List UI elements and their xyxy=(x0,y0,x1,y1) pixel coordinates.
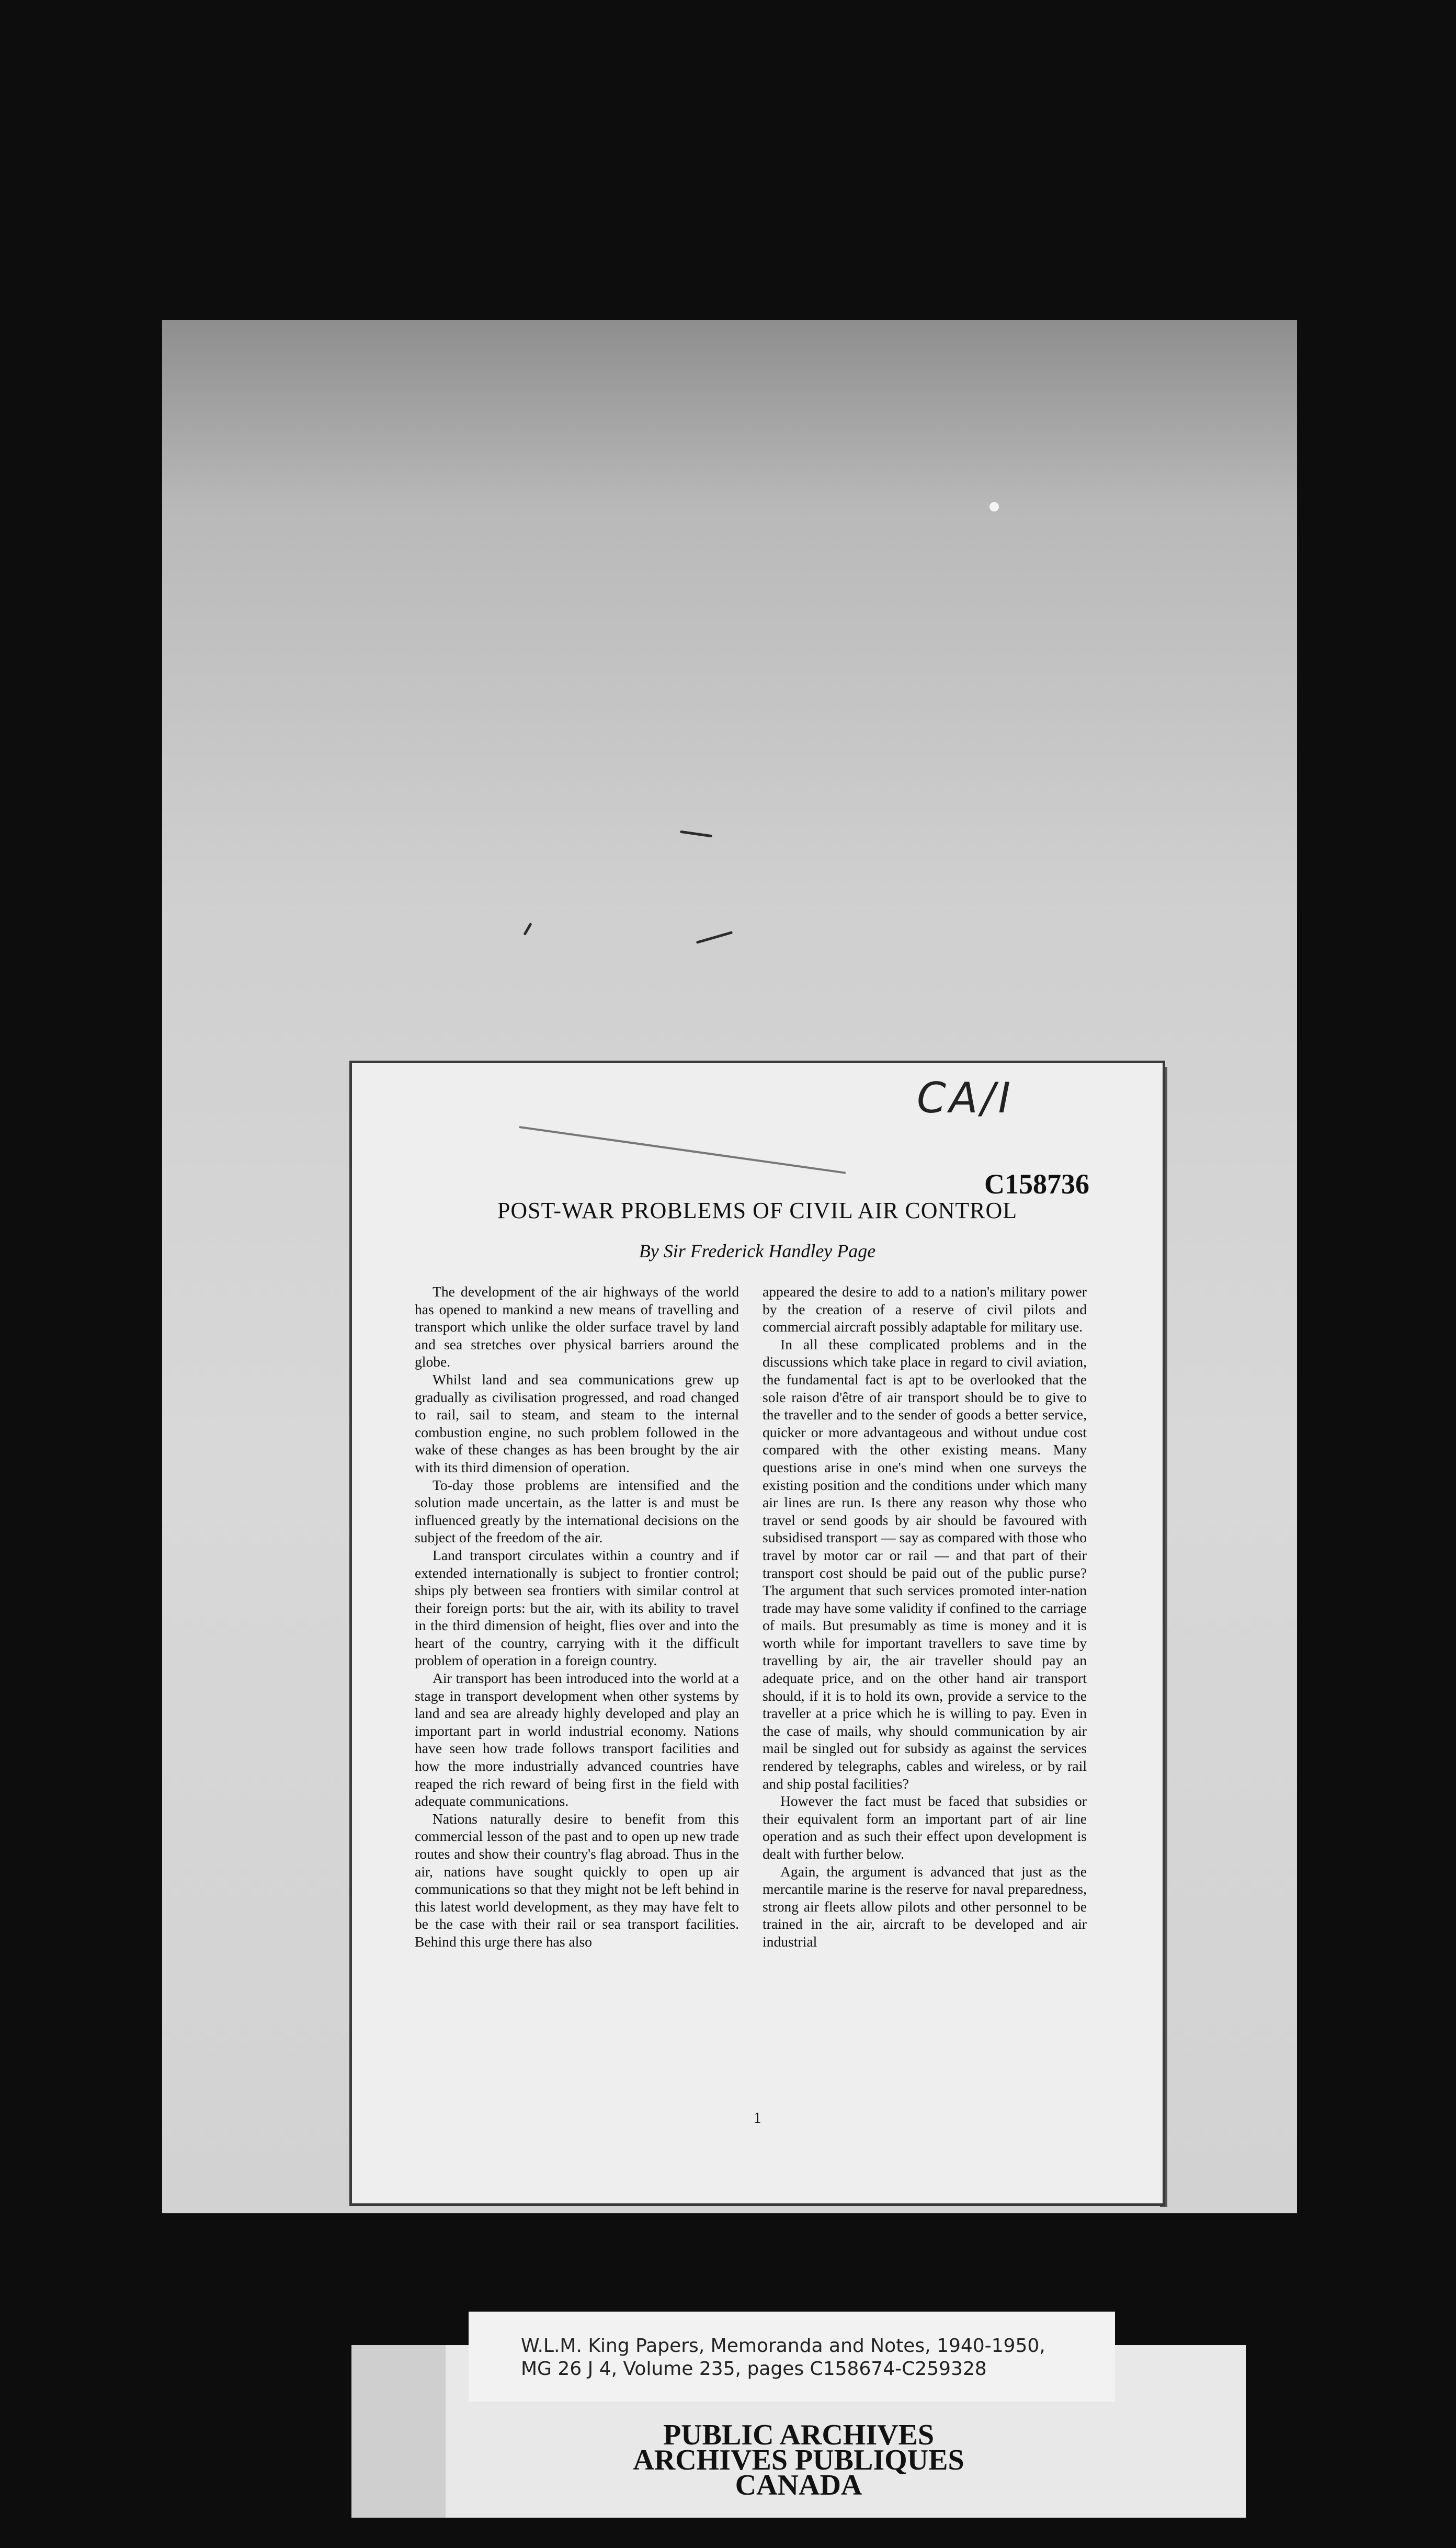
archive-stamp xyxy=(351,2419,1246,2501)
paragraph: Land transport circulates within a country and if extended internationally is subject to frontier control; ships ply between sea frontiers with similar control at their foreign ports: but the air, with its ability to travel in the third dimension of height, flies over and into the heart of the country, carrying with it the difficult problem of operation in a foreign country. xyxy=(415,1546,739,1669)
document-byline: By Sir Frederick Handley Page xyxy=(639,1241,876,1261)
document-title: POST-WAR PROBLEMS OF CIVIL AIR CONTROL xyxy=(497,1198,1018,1223)
paragraph: To-day those problems are intensified and the solution made uncertain, as the latter is and must be influenced greatly by the international decisions on the subject of the freedom of the air. xyxy=(415,1476,739,1546)
document-page xyxy=(349,1061,1165,2206)
archive-stamp-line: PUBLIC ARCHIVES xyxy=(663,2419,935,2451)
paragraph: The development of the air highways of the world has opened to mankind a new means of travelling and transport which unlike the older surface travel by land and sea stretches over physical barriers around the globe. xyxy=(415,1283,739,1370)
paragraph: However the fact must be faced that subsidies or their equivalent form an important part of air line operation and as such their effect upon development is dealt with further below. xyxy=(763,1793,1087,1862)
left-column xyxy=(415,1283,739,1951)
archive-label-line: W.L.M. King Papers, Memoranda and Notes, 1940-1950, xyxy=(521,2335,1045,2357)
pencil-line xyxy=(519,1126,846,1174)
paragraph: Again, the argument is advanced that just as the mercantile marine is the reserve for naval preparedness, strong air fleets allow pilots and other personnel to be trained in the air, aircraft to be developed and air industrial xyxy=(763,1863,1087,1950)
dust-speck xyxy=(989,502,999,511)
archive-label-line: MG 26 J 4, Volume 235, pages C158674-C259328 xyxy=(521,2358,987,2380)
paragraph: In all these complicated problems and in the discussions which take place in regard to civil aviation, the fundamental fact is apt to be overlooked that the sole raison d'être of air transport should be to give to the traveller and to the sender of goods a better service, quicker or more advantageous and without undue cost compared with the other existing means. Many questions arise in one's mind when one surveys the existing position and the conditions under which many air lines are run. Is there any reason why those who travel or send goods by air should be favoured with subsidised transport — say as compared with those who travel by motor car or rail — and that part of their transport cost should be paid out of the public purse? The argument that such services promoted inter-nation trade may have some validity if confined to the carriage of mails. But presumably as time is money and it is worth while for important travellers to save time by travelling by air, the air traveller should pay an adequate price, and on the other hand air transport should, if it is to hold its own, provide a service to the traveller at a price which he is willing to pay. Even in the case of mails, why should communication by air mail be singled out for subsidy as against the services rendered by telegraphs, cables and wireless, or by rail and ship postal facilities? xyxy=(763,1336,1087,1792)
archive-label-text xyxy=(521,2335,1045,2381)
paragraph: Nations naturally desire to benefit from this commercial lesson of the past and to open up new trade routes and show their country's flag abroad. Thus in the air, nations have sought quickly to open up air communications so that they might not be left behind in this latest world development, as they may have felt to be the case with their rail or sea transport facilities. Behind this urge there has also xyxy=(415,1810,739,1950)
paragraph: Air transport has been introduced into the world at a stage in transport development when other systems by land and sea are already highly developed and play an important part in world industrial economy. Nations have seen how trade follows transport facilities and how the more industrially advanced countries have reaped the rich reward of being first in the field with adequate communications. xyxy=(415,1670,739,1810)
archive-stamp-line: CANADA xyxy=(735,2469,862,2501)
handwritten-annotation: CA/I xyxy=(917,1074,1014,1122)
page-number: 1 xyxy=(753,2109,761,2126)
archive-label xyxy=(469,2312,1115,2402)
paragraph: Whilst land and sea communications grew up gradually as civilisation progressed, and road changed to rail, sail to steam, and steam to the internal combustion engine, no such problem followed in the wake of these changes as has been brought by the air with its third dimension of operation. xyxy=(415,1371,739,1475)
document-number-stamp: C158736 xyxy=(984,1168,1089,1200)
archive-stamp-line: ARCHIVES PUBLIQUES xyxy=(633,2444,964,2476)
paragraph: appeared the desire to add to a nation's military power by the creation of a reserve of civil pilots and commercial aircraft possibly adaptable for military use. xyxy=(763,1283,1087,1335)
right-column xyxy=(763,1283,1087,1951)
